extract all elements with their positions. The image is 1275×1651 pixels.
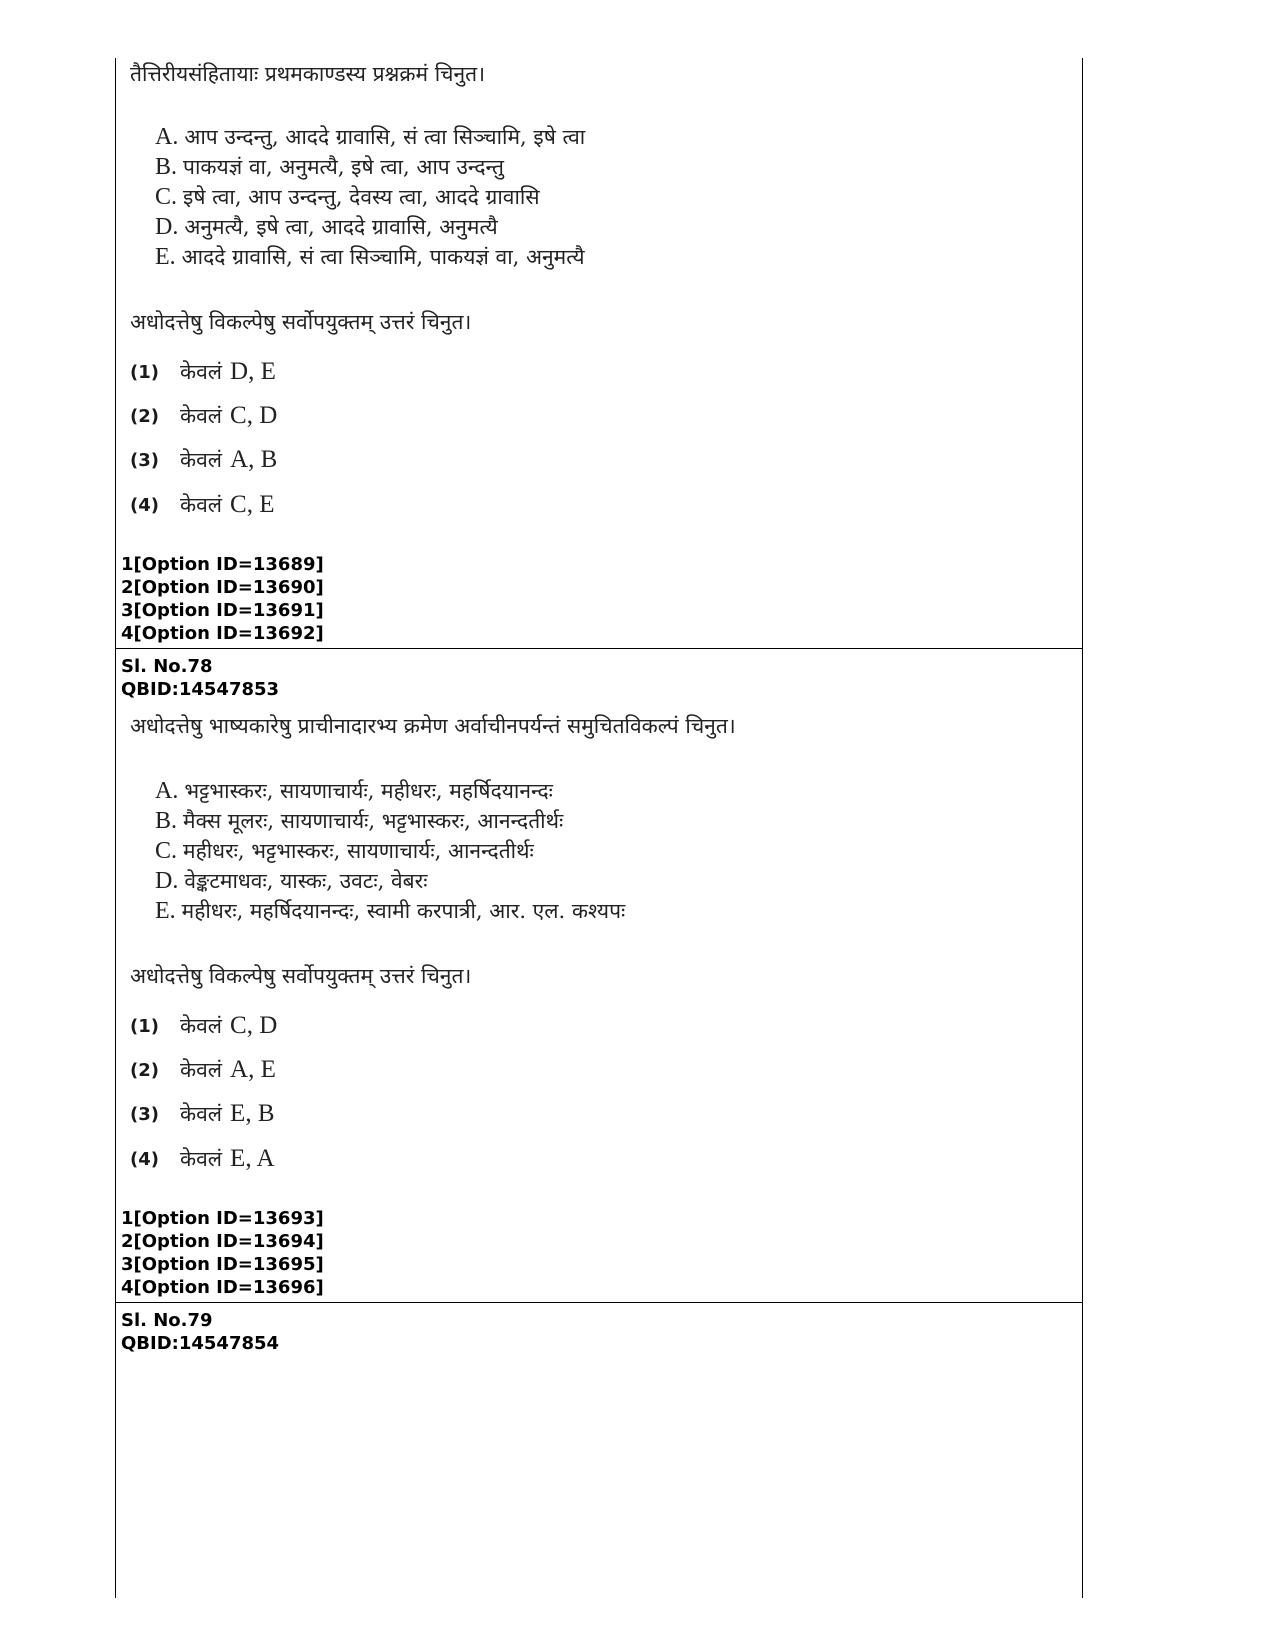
sl-no: Sl. No.79: [121, 1310, 213, 1331]
q78-option-4[interactable]: (4) केवलं E, A: [130, 1145, 275, 1172]
question-78-text: अधोदत्तेषु भाष्यकारेषु प्राचीनादारभ्य क्रमेण अर्वाचीनपर्यन्तं समुचितविकल्पं चिनुत।: [130, 714, 736, 738]
q78-statement-c: C. महीधरः, भट्टभास्करः, सायणाचार्यः, आनन्दतीर्थः: [155, 838, 534, 864]
q77-statement-a: A. आप उन्दन्तु, आददे ग्रावासि, सं त्वा सिञ्चामि, इषे त्वा: [155, 124, 586, 150]
q79-header: [121, 1309, 279, 1355]
question-77-text: तैत्तिरीयसंहितायाः प्रथमकाण्डस्य प्रश्नक्रमं चिनुत।: [130, 62, 486, 86]
q78-option-2[interactable]: (2) केवलं A, E: [130, 1056, 276, 1083]
sl-no: Sl. No.78: [121, 656, 213, 677]
q78-option-3[interactable]: (3) केवलं E, B: [130, 1100, 275, 1127]
q77-option-1[interactable]: (1) केवलं D, E: [130, 358, 276, 385]
option-id: 2[Option ID=13694]: [121, 1231, 324, 1252]
q78-statement-a: A. भट्टभास्करः, सायणाचार्यः, महीधरः, महर्षिदयानन्दः: [155, 778, 553, 804]
option-id: 1[Option ID=13693]: [121, 1208, 324, 1229]
q78-option-1[interactable]: (1) केवलं C, D: [130, 1012, 278, 1039]
q77-statement-e: E. आददे ग्रावासि, सं त्वा सिञ्चामि, पाकयज्ञं वा, अनुमत्यै: [155, 244, 585, 270]
option-id: 4[Option ID=13692]: [121, 623, 324, 644]
q78-instruction: अधोदत्तेषु विकल्पेषु सर्वोपयुक्तम् उत्तरं चिनुत।: [130, 964, 472, 988]
question-divider: [115, 1302, 1083, 1303]
option-id: 1[Option ID=13689]: [121, 554, 324, 575]
qbid: QBID:14547854: [121, 1333, 280, 1354]
option-id: 3[Option ID=13691]: [121, 600, 324, 621]
q77-option-2[interactable]: (2) केवलं C, D: [130, 402, 278, 429]
option-id: 4[Option ID=13696]: [121, 1277, 324, 1298]
q78-statement-b: B. मैक्स मूलरः, सायणाचार्यः, भट्टभास्करः, आनन्दतीर्थः: [155, 808, 564, 834]
q78-statement-d: D. वेङ्कटमाधवः, यास्कः, उवटः, वेबरः: [155, 868, 428, 894]
q77-statement-d: D. अनुमत्यै, इषे त्वा, आददे ग्रावासि, अनुमत्यै: [155, 214, 498, 240]
q78-header: [121, 655, 279, 701]
question-divider: [115, 648, 1083, 649]
option-id: 2[Option ID=13690]: [121, 577, 324, 598]
q77-instruction: अधोदत्तेषु विकल्पेषु सर्वोपयुक्तम् उत्तरं चिनुत।: [130, 310, 472, 334]
q77-statement-b: B. पाकयज्ञं वा, अनुमत्यै, इषे त्वा, आप उन्दन्तु: [155, 154, 504, 180]
q77-option-4[interactable]: (4) केवलं C, E: [130, 491, 275, 518]
q78-statement-e: E. महीधरः, महर्षिदयानन्दः, स्वामी करपात्री, आर. एल. कश्यपः: [155, 898, 626, 924]
q78-option-ids: [121, 1207, 324, 1299]
q77-option-3[interactable]: (3) केवलं A, B: [130, 446, 278, 473]
option-id: 3[Option ID=13695]: [121, 1254, 324, 1275]
qbid: QBID:14547853: [121, 679, 280, 700]
q77-option-ids: [121, 553, 324, 645]
q77-statement-c: C. इषे त्वा, आप उन्दन्तु, देवस्य त्वा, आददे ग्रावासि: [155, 184, 540, 210]
